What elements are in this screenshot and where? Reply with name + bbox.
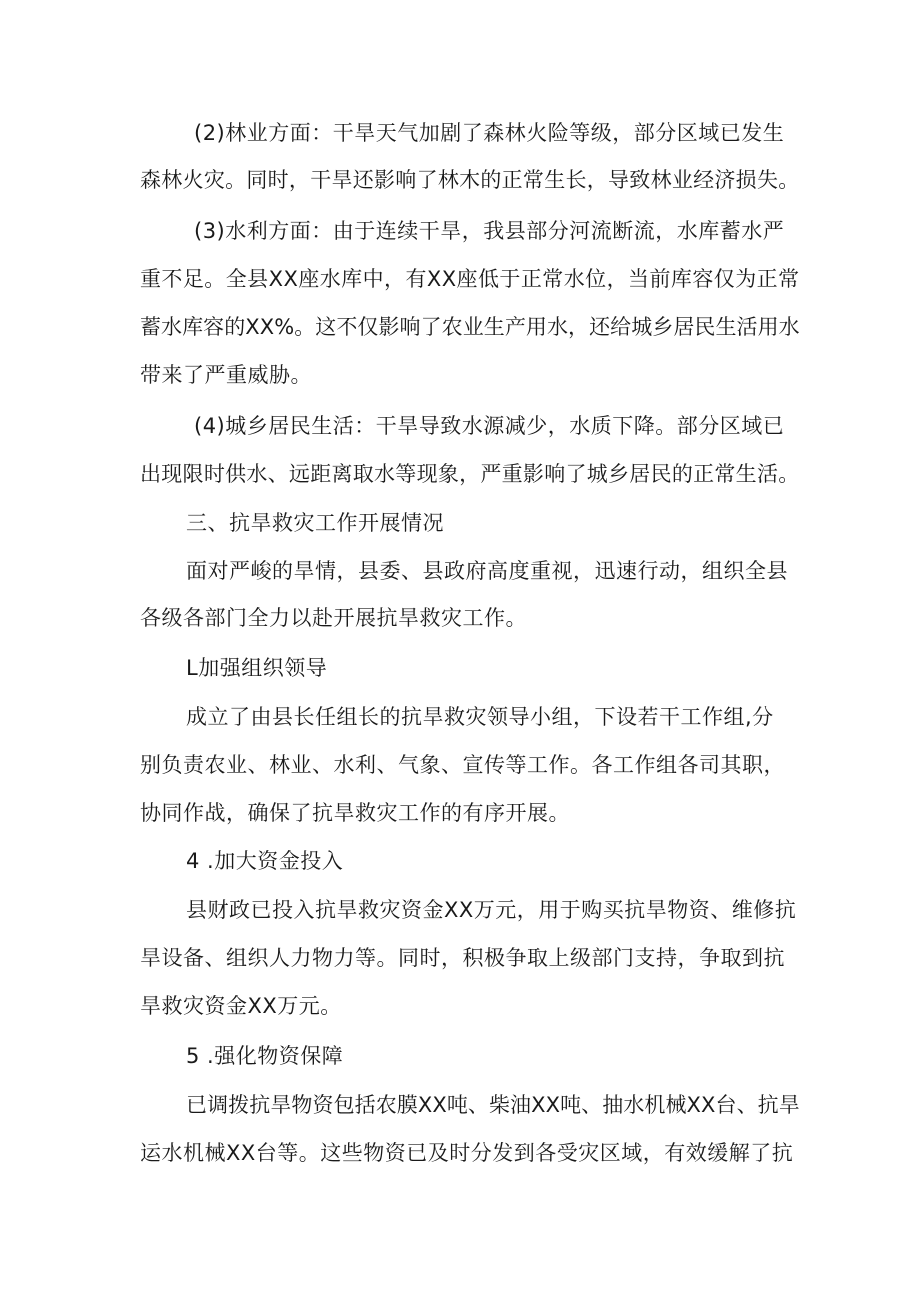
text-line: (3)水利方面：由于连续干旱，我县部分河流断流，水库蓄水严	[194, 219, 785, 243]
text-line: (4)城乡居民生活：干旱导致水源减少，水质下降。部分区域已	[194, 414, 785, 438]
subsection-heading: 5 .强化物资保障	[186, 1044, 344, 1068]
text-line: (2)林业方面：干旱天气加剧了森林火险等级，部分区域已发生	[194, 121, 785, 145]
text-line: 面对严峻的旱情，县委、县政府高度重视，迅速行动，组织全县	[186, 559, 788, 583]
text-line: 重不足。全县XX座水库中，有XX座低于正常水位，当前库容仅为正常	[140, 267, 800, 291]
subsection-heading: L加强组织领导	[186, 656, 328, 680]
text-line: 旱设备、组织人力物力等。同时，积极争取上级部门支持，争取到抗	[140, 946, 785, 970]
text-line: 森林火灾。同时，干旱还影响了林木的正常生长，导致林业经济损失。	[140, 168, 800, 192]
text-line: 带来了严重威胁。	[140, 363, 312, 387]
text-line: 蓄水库容的XX%。这不仅影响了农业生产用水，还给城乡居民生活用水	[140, 315, 800, 339]
text-line: 各级各部门全力以赴开展抗旱救灾工作。	[140, 606, 527, 630]
text-line: 运水机械XX台等。这些物资已及时分发到各受灾区域，有效缓解了抗	[140, 1141, 794, 1165]
text-line: 别负责农业、林业、水利、气象、宣传等工作。各工作组各司其职，	[140, 753, 785, 777]
text-line: 出现限时供水、远距离取水等现象，严重影响了城乡居民的正常生活。	[140, 462, 800, 486]
section-heading: 三、抗旱救灾工作开展情况	[186, 511, 444, 535]
text-line: 协同作战，确保了抗旱救灾工作的有序开展。	[140, 801, 570, 825]
text-line: 县财政已投入抗旱救灾资金XX万元，用于购买抗旱物资、维修抗	[186, 898, 797, 922]
text-line: 已调拨抗旱物资包括农膜XX吨、柴油XX吨、抽水机械XX台、抗旱	[186, 1093, 800, 1117]
text-line: 旱救灾资金XX万元。	[140, 994, 342, 1018]
subsection-heading: 4 .加大资金投入	[186, 849, 344, 873]
text-line: 成立了由县长任组长的抗旱救灾领导小组，下设若干工作组,分	[186, 705, 774, 729]
